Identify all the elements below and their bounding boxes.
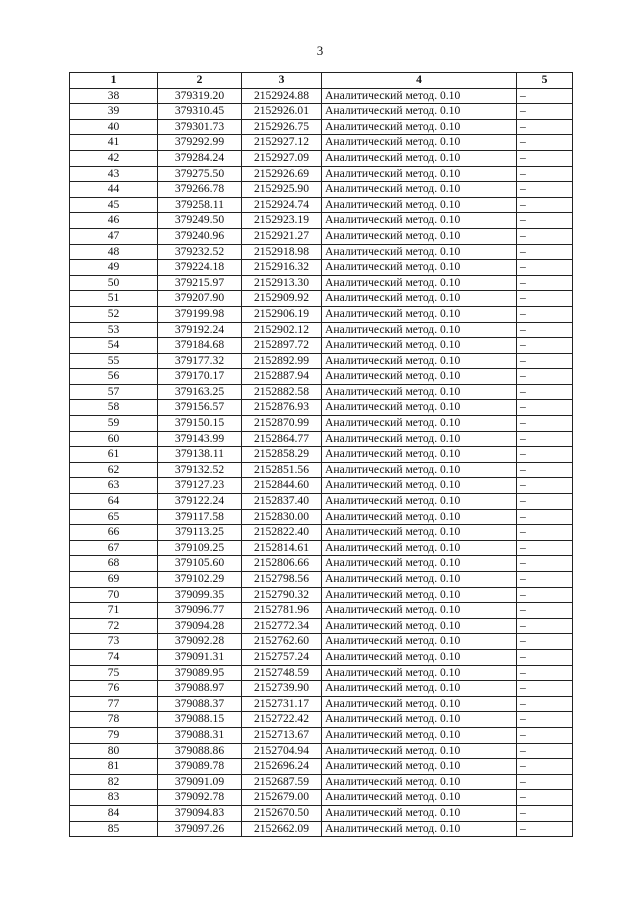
- coordinates-table: [69, 72, 573, 837]
- table-row: [70, 213, 573, 229]
- column-header-4: 4: [322, 73, 517, 89]
- point-number-cell: 67: [70, 540, 158, 556]
- note-cell: –: [517, 572, 573, 588]
- point-number-cell: 45: [70, 197, 158, 213]
- note-cell: –: [517, 338, 573, 354]
- x-coordinate-cell: 379275.50: [158, 166, 242, 182]
- note-cell: –: [517, 213, 573, 229]
- note-cell: –: [517, 150, 573, 166]
- table-row: [70, 369, 573, 385]
- y-coordinate-cell: 2152926.01: [242, 104, 322, 120]
- table-row: [70, 712, 573, 728]
- table-row: [70, 618, 573, 634]
- x-coordinate-cell: 379094.28: [158, 618, 242, 634]
- y-coordinate-cell: 2152926.75: [242, 119, 322, 135]
- method-cell: Аналитический метод. 0.10: [322, 353, 517, 369]
- table-row: [70, 525, 573, 541]
- method-cell: Аналитический метод. 0.10: [322, 696, 517, 712]
- point-number-cell: 79: [70, 727, 158, 743]
- method-cell: Аналитический метод. 0.10: [322, 572, 517, 588]
- point-number-cell: 58: [70, 400, 158, 416]
- note-cell: –: [517, 774, 573, 790]
- table-row: [70, 353, 573, 369]
- y-coordinate-cell: 2152924.88: [242, 88, 322, 104]
- note-cell: –: [517, 182, 573, 198]
- method-cell: Аналитический метод. 0.10: [322, 306, 517, 322]
- point-number-cell: 40: [70, 119, 158, 135]
- method-cell: Аналитический метод. 0.10: [322, 322, 517, 338]
- method-cell: Аналитический метод. 0.10: [322, 244, 517, 260]
- point-number-cell: 69: [70, 572, 158, 588]
- x-coordinate-cell: 379088.86: [158, 743, 242, 759]
- point-number-cell: 75: [70, 665, 158, 681]
- note-cell: –: [517, 759, 573, 775]
- method-cell: Аналитический метод. 0.10: [322, 790, 517, 806]
- table-row: [70, 494, 573, 510]
- point-number-cell: 76: [70, 681, 158, 697]
- table-header-row: [70, 73, 573, 89]
- y-coordinate-cell: 2152927.09: [242, 150, 322, 166]
- method-cell: Аналитический метод. 0.10: [322, 150, 517, 166]
- note-cell: –: [517, 478, 573, 494]
- note-cell: –: [517, 494, 573, 510]
- point-number-cell: 62: [70, 462, 158, 478]
- y-coordinate-cell: 2152830.00: [242, 509, 322, 525]
- x-coordinate-cell: 379232.52: [158, 244, 242, 260]
- point-number-cell: 57: [70, 384, 158, 400]
- method-cell: Аналитический метод. 0.10: [322, 618, 517, 634]
- note-cell: –: [517, 743, 573, 759]
- x-coordinate-cell: 379091.31: [158, 649, 242, 665]
- table-row: [70, 260, 573, 276]
- point-number-cell: 50: [70, 275, 158, 291]
- point-number-cell: 71: [70, 603, 158, 619]
- x-coordinate-cell: 379199.98: [158, 306, 242, 322]
- table-row: [70, 805, 573, 821]
- y-coordinate-cell: 2152909.92: [242, 291, 322, 307]
- method-cell: Аналитический метод. 0.10: [322, 603, 517, 619]
- note-cell: –: [517, 306, 573, 322]
- point-number-cell: 64: [70, 494, 158, 510]
- table-row: [70, 291, 573, 307]
- method-cell: Аналитический метод. 0.10: [322, 478, 517, 494]
- point-number-cell: 47: [70, 228, 158, 244]
- y-coordinate-cell: 2152844.60: [242, 478, 322, 494]
- table-row: [70, 275, 573, 291]
- x-coordinate-cell: 379122.24: [158, 494, 242, 510]
- note-cell: –: [517, 119, 573, 135]
- x-coordinate-cell: 379113.25: [158, 525, 242, 541]
- note-cell: –: [517, 525, 573, 541]
- method-cell: Аналитический метод. 0.10: [322, 649, 517, 665]
- y-coordinate-cell: 2152916.32: [242, 260, 322, 276]
- x-coordinate-cell: 379249.50: [158, 213, 242, 229]
- y-coordinate-cell: 2152748.59: [242, 665, 322, 681]
- point-number-cell: 83: [70, 790, 158, 806]
- method-cell: Аналитический метод. 0.10: [322, 228, 517, 244]
- point-number-cell: 85: [70, 821, 158, 837]
- point-number-cell: 73: [70, 634, 158, 650]
- point-number-cell: 49: [70, 260, 158, 276]
- note-cell: –: [517, 416, 573, 432]
- table-row: [70, 322, 573, 338]
- table-row: [70, 306, 573, 322]
- point-number-cell: 41: [70, 135, 158, 151]
- point-number-cell: 59: [70, 416, 158, 432]
- x-coordinate-cell: 379284.24: [158, 150, 242, 166]
- x-coordinate-cell: 379163.25: [158, 384, 242, 400]
- y-coordinate-cell: 2152882.58: [242, 384, 322, 400]
- table-row: [70, 182, 573, 198]
- note-cell: –: [517, 649, 573, 665]
- x-coordinate-cell: 379102.29: [158, 572, 242, 588]
- x-coordinate-cell: 379215.97: [158, 275, 242, 291]
- method-cell: Аналитический метод. 0.10: [322, 197, 517, 213]
- y-coordinate-cell: 2152662.09: [242, 821, 322, 837]
- method-cell: Аналитический метод. 0.10: [322, 447, 517, 463]
- note-cell: –: [517, 384, 573, 400]
- table-row: [70, 790, 573, 806]
- point-number-cell: 39: [70, 104, 158, 120]
- point-number-cell: 52: [70, 306, 158, 322]
- y-coordinate-cell: 2152790.32: [242, 587, 322, 603]
- note-cell: –: [517, 618, 573, 634]
- x-coordinate-cell: 379117.58: [158, 509, 242, 525]
- x-coordinate-cell: 379192.24: [158, 322, 242, 338]
- y-coordinate-cell: 2152696.24: [242, 759, 322, 775]
- y-coordinate-cell: 2152757.24: [242, 649, 322, 665]
- method-cell: Аналитический метод. 0.10: [322, 665, 517, 681]
- note-cell: –: [517, 821, 573, 837]
- y-coordinate-cell: 2152687.59: [242, 774, 322, 790]
- x-coordinate-cell: 379138.11: [158, 447, 242, 463]
- note-cell: –: [517, 400, 573, 416]
- note-cell: –: [517, 244, 573, 260]
- x-coordinate-cell: 379132.52: [158, 462, 242, 478]
- y-coordinate-cell: 2152704.94: [242, 743, 322, 759]
- note-cell: –: [517, 540, 573, 556]
- table-row: [70, 649, 573, 665]
- note-cell: –: [517, 603, 573, 619]
- x-coordinate-cell: 379150.15: [158, 416, 242, 432]
- method-cell: Аналитический метод. 0.10: [322, 587, 517, 603]
- y-coordinate-cell: 2152887.94: [242, 369, 322, 385]
- note-cell: –: [517, 681, 573, 697]
- y-coordinate-cell: 2152670.50: [242, 805, 322, 821]
- method-cell: Аналитический метод. 0.10: [322, 369, 517, 385]
- method-cell: Аналитический метод. 0.10: [322, 119, 517, 135]
- method-cell: Аналитический метод. 0.10: [322, 509, 517, 525]
- method-cell: Аналитический метод. 0.10: [322, 727, 517, 743]
- y-coordinate-cell: 2152897.72: [242, 338, 322, 354]
- table-row: [70, 556, 573, 572]
- method-cell: Аналитический метод. 0.10: [322, 166, 517, 182]
- point-number-cell: 81: [70, 759, 158, 775]
- x-coordinate-cell: 379310.45: [158, 104, 242, 120]
- note-cell: –: [517, 322, 573, 338]
- point-number-cell: 43: [70, 166, 158, 182]
- method-cell: Аналитический метод. 0.10: [322, 260, 517, 276]
- table-row: [70, 384, 573, 400]
- table-row: [70, 681, 573, 697]
- table-row: [70, 150, 573, 166]
- y-coordinate-cell: 2152902.12: [242, 322, 322, 338]
- table-row: [70, 135, 573, 151]
- y-coordinate-cell: 2152923.19: [242, 213, 322, 229]
- x-coordinate-cell: 379127.23: [158, 478, 242, 494]
- table-row: [70, 88, 573, 104]
- table-row: [70, 197, 573, 213]
- column-header-1: 1: [70, 73, 158, 89]
- y-coordinate-cell: 2152822.40: [242, 525, 322, 541]
- x-coordinate-cell: 379089.78: [158, 759, 242, 775]
- table-row: [70, 416, 573, 432]
- table-row: [70, 774, 573, 790]
- table-body: [70, 88, 573, 837]
- column-header-2: 2: [158, 73, 242, 89]
- point-number-cell: 78: [70, 712, 158, 728]
- table-row: [70, 665, 573, 681]
- table-row: [70, 603, 573, 619]
- point-number-cell: 65: [70, 509, 158, 525]
- table-row: [70, 634, 573, 650]
- x-coordinate-cell: 379170.17: [158, 369, 242, 385]
- y-coordinate-cell: 2152924.74: [242, 197, 322, 213]
- point-number-cell: 80: [70, 743, 158, 759]
- x-coordinate-cell: 379143.99: [158, 431, 242, 447]
- note-cell: –: [517, 556, 573, 572]
- page-number: 3: [316, 43, 324, 58]
- note-cell: –: [517, 197, 573, 213]
- x-coordinate-cell: 379319.20: [158, 88, 242, 104]
- point-number-cell: 84: [70, 805, 158, 821]
- note-cell: –: [517, 353, 573, 369]
- y-coordinate-cell: 2152814.61: [242, 540, 322, 556]
- note-cell: –: [517, 712, 573, 728]
- y-coordinate-cell: 2152772.34: [242, 618, 322, 634]
- table-row: [70, 119, 573, 135]
- x-coordinate-cell: 379105.60: [158, 556, 242, 572]
- method-cell: Аналитический метод. 0.10: [322, 634, 517, 650]
- table-row: [70, 696, 573, 712]
- y-coordinate-cell: 2152892.99: [242, 353, 322, 369]
- x-coordinate-cell: 379088.97: [158, 681, 242, 697]
- note-cell: –: [517, 275, 573, 291]
- note-cell: –: [517, 790, 573, 806]
- table-row: [70, 228, 573, 244]
- point-number-cell: 60: [70, 431, 158, 447]
- x-coordinate-cell: 379089.95: [158, 665, 242, 681]
- method-cell: Аналитический метод. 0.10: [322, 104, 517, 120]
- point-number-cell: 63: [70, 478, 158, 494]
- table-row: [70, 104, 573, 120]
- column-header-3: 3: [242, 73, 322, 89]
- note-cell: –: [517, 88, 573, 104]
- x-coordinate-cell: 379207.90: [158, 291, 242, 307]
- y-coordinate-cell: 2152722.42: [242, 712, 322, 728]
- method-cell: Аналитический метод. 0.10: [322, 805, 517, 821]
- x-coordinate-cell: 379177.32: [158, 353, 242, 369]
- method-cell: Аналитический метод. 0.10: [322, 182, 517, 198]
- note-cell: –: [517, 104, 573, 120]
- note-cell: –: [517, 634, 573, 650]
- note-cell: –: [517, 696, 573, 712]
- method-cell: Аналитический метод. 0.10: [322, 291, 517, 307]
- point-number-cell: 56: [70, 369, 158, 385]
- point-number-cell: 66: [70, 525, 158, 541]
- point-number-cell: 74: [70, 649, 158, 665]
- point-number-cell: 61: [70, 447, 158, 463]
- point-number-cell: 82: [70, 774, 158, 790]
- method-cell: Аналитический метод. 0.10: [322, 681, 517, 697]
- x-coordinate-cell: 379156.57: [158, 400, 242, 416]
- method-cell: Аналитический метод. 0.10: [322, 821, 517, 837]
- point-number-cell: 68: [70, 556, 158, 572]
- y-coordinate-cell: 2152762.60: [242, 634, 322, 650]
- note-cell: –: [517, 291, 573, 307]
- x-coordinate-cell: 379258.11: [158, 197, 242, 213]
- table-row: [70, 400, 573, 416]
- table-row: [70, 743, 573, 759]
- x-coordinate-cell: 379109.25: [158, 540, 242, 556]
- note-cell: –: [517, 665, 573, 681]
- table-row: [70, 759, 573, 775]
- y-coordinate-cell: 2152837.40: [242, 494, 322, 510]
- x-coordinate-cell: 379088.15: [158, 712, 242, 728]
- method-cell: Аналитический метод. 0.10: [322, 556, 517, 572]
- x-coordinate-cell: 379184.68: [158, 338, 242, 354]
- point-number-cell: 38: [70, 88, 158, 104]
- y-coordinate-cell: 2152876.93: [242, 400, 322, 416]
- method-cell: Аналитический метод. 0.10: [322, 494, 517, 510]
- method-cell: Аналитический метод. 0.10: [322, 525, 517, 541]
- note-cell: –: [517, 462, 573, 478]
- x-coordinate-cell: 379224.18: [158, 260, 242, 276]
- note-cell: –: [517, 587, 573, 603]
- y-coordinate-cell: 2152927.12: [242, 135, 322, 151]
- method-cell: Аналитический метод. 0.10: [322, 712, 517, 728]
- method-cell: Аналитический метод. 0.10: [322, 774, 517, 790]
- method-cell: Аналитический метод. 0.10: [322, 743, 517, 759]
- note-cell: –: [517, 369, 573, 385]
- y-coordinate-cell: 2152851.56: [242, 462, 322, 478]
- y-coordinate-cell: 2152679.00: [242, 790, 322, 806]
- note-cell: –: [517, 228, 573, 244]
- x-coordinate-cell: 379292.99: [158, 135, 242, 151]
- note-cell: –: [517, 447, 573, 463]
- table-row: [70, 166, 573, 182]
- note-cell: –: [517, 805, 573, 821]
- column-header-5: 5: [517, 73, 573, 89]
- y-coordinate-cell: 2152798.56: [242, 572, 322, 588]
- y-coordinate-cell: 2152864.77: [242, 431, 322, 447]
- point-number-cell: 54: [70, 338, 158, 354]
- point-number-cell: 70: [70, 587, 158, 603]
- y-coordinate-cell: 2152731.17: [242, 696, 322, 712]
- table-row: [70, 727, 573, 743]
- note-cell: –: [517, 260, 573, 276]
- method-cell: Аналитический метод. 0.10: [322, 462, 517, 478]
- y-coordinate-cell: 2152906.19: [242, 306, 322, 322]
- x-coordinate-cell: 379097.26: [158, 821, 242, 837]
- note-cell: –: [517, 509, 573, 525]
- y-coordinate-cell: 2152913.30: [242, 275, 322, 291]
- x-coordinate-cell: 379096.77: [158, 603, 242, 619]
- x-coordinate-cell: 379094.83: [158, 805, 242, 821]
- table-row: [70, 509, 573, 525]
- y-coordinate-cell: 2152781.96: [242, 603, 322, 619]
- point-number-cell: 72: [70, 618, 158, 634]
- x-coordinate-cell: 379301.73: [158, 119, 242, 135]
- method-cell: Аналитический метод. 0.10: [322, 275, 517, 291]
- y-coordinate-cell: 2152858.29: [242, 447, 322, 463]
- method-cell: Аналитический метод. 0.10: [322, 540, 517, 556]
- method-cell: Аналитический метод. 0.10: [322, 135, 517, 151]
- y-coordinate-cell: 2152806.66: [242, 556, 322, 572]
- point-number-cell: 44: [70, 182, 158, 198]
- point-number-cell: 48: [70, 244, 158, 260]
- method-cell: Аналитический метод. 0.10: [322, 759, 517, 775]
- table-row: [70, 447, 573, 463]
- table-row: [70, 478, 573, 494]
- point-number-cell: 77: [70, 696, 158, 712]
- table-row: [70, 587, 573, 603]
- table-row: [70, 462, 573, 478]
- y-coordinate-cell: 2152921.27: [242, 228, 322, 244]
- x-coordinate-cell: 379092.78: [158, 790, 242, 806]
- method-cell: Аналитический метод. 0.10: [322, 384, 517, 400]
- x-coordinate-cell: 379240.96: [158, 228, 242, 244]
- point-number-cell: 46: [70, 213, 158, 229]
- table-row: [70, 821, 573, 837]
- table-row: [70, 572, 573, 588]
- point-number-cell: 42: [70, 150, 158, 166]
- x-coordinate-cell: 379088.37: [158, 696, 242, 712]
- method-cell: Аналитический метод. 0.10: [322, 431, 517, 447]
- method-cell: Аналитический метод. 0.10: [322, 416, 517, 432]
- method-cell: Аналитический метод. 0.10: [322, 88, 517, 104]
- table-row: [70, 540, 573, 556]
- y-coordinate-cell: 2152925.90: [242, 182, 322, 198]
- x-coordinate-cell: 379091.09: [158, 774, 242, 790]
- y-coordinate-cell: 2152926.69: [242, 166, 322, 182]
- note-cell: –: [517, 135, 573, 151]
- note-cell: –: [517, 727, 573, 743]
- point-number-cell: 51: [70, 291, 158, 307]
- method-cell: Аналитический метод. 0.10: [322, 213, 517, 229]
- y-coordinate-cell: 2152918.98: [242, 244, 322, 260]
- y-coordinate-cell: 2152739.90: [242, 681, 322, 697]
- x-coordinate-cell: 379266.78: [158, 182, 242, 198]
- x-coordinate-cell: 379092.28: [158, 634, 242, 650]
- y-coordinate-cell: 2152713.67: [242, 727, 322, 743]
- x-coordinate-cell: 379099.35: [158, 587, 242, 603]
- x-coordinate-cell: 379088.31: [158, 727, 242, 743]
- point-number-cell: 55: [70, 353, 158, 369]
- table-row: [70, 338, 573, 354]
- method-cell: Аналитический метод. 0.10: [322, 400, 517, 416]
- method-cell: Аналитический метод. 0.10: [322, 338, 517, 354]
- note-cell: –: [517, 431, 573, 447]
- point-number-cell: 53: [70, 322, 158, 338]
- table-row: [70, 244, 573, 260]
- y-coordinate-cell: 2152870.99: [242, 416, 322, 432]
- note-cell: –: [517, 166, 573, 182]
- table-row: [70, 431, 573, 447]
